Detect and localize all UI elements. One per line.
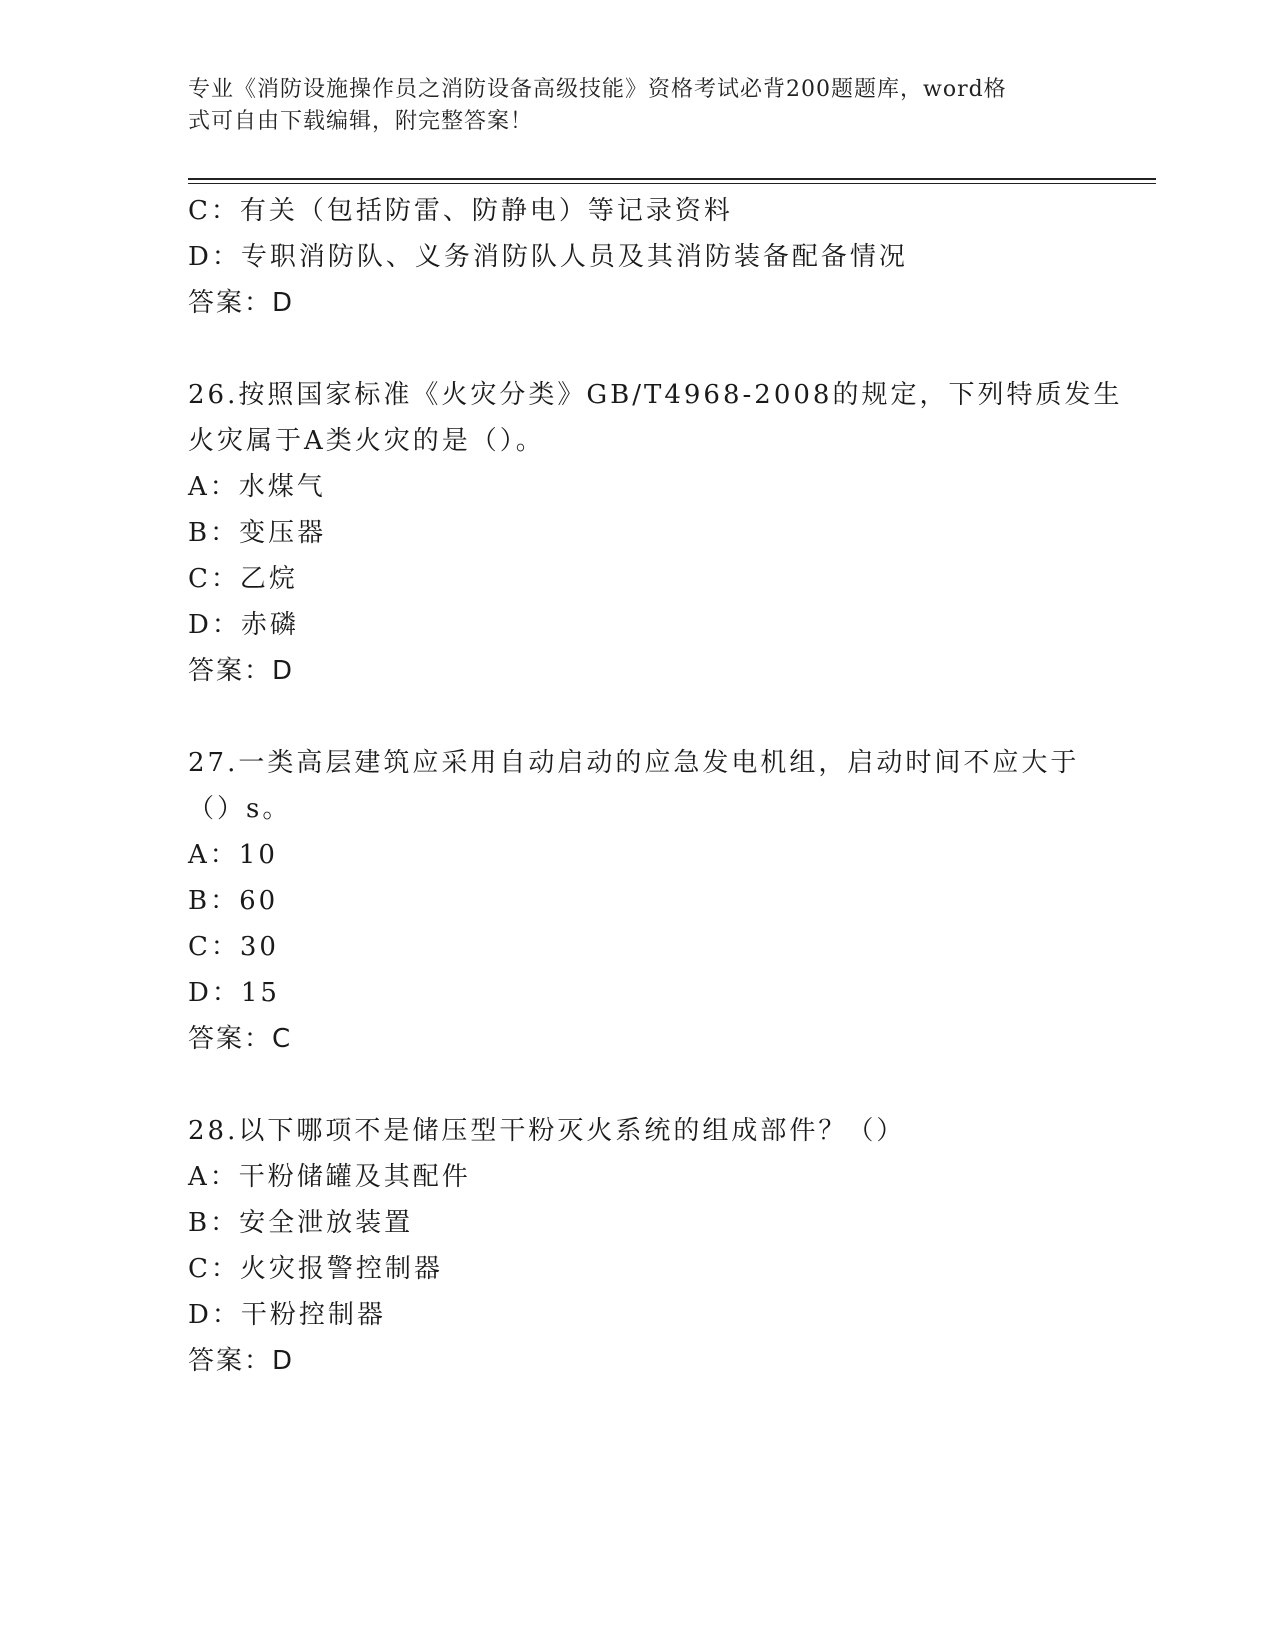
spacer — [188, 1062, 1088, 1108]
option-d: D：赤磷 — [188, 610, 299, 640]
option-b: B：60 — [188, 886, 279, 916]
option-c: C：有关（包括防雷、防静电）等记录资料 — [188, 196, 733, 226]
answer-line: 答案：D — [188, 288, 295, 318]
question-stem-line-1: 26.按照国家标准《火灾分类》GB/T4968-2008的规定，下列特质发生 — [188, 380, 1123, 410]
header-line-1: 专业《消防设施操作员之消防设备高级技能》资格考试必背200题题库，word格 — [188, 77, 1007, 102]
question-28 — [188, 1108, 1088, 1384]
question-stem-line-1: 28.以下哪项不是储压型干粉灭火系统的组成部件？（） — [188, 1116, 906, 1146]
header-line-2: 式可自由下载编辑，附完整答案！ — [188, 109, 534, 134]
answer-line: 答案：D — [188, 1346, 295, 1376]
prev-question-continuation — [188, 188, 1088, 326]
option-a: A：10 — [188, 840, 278, 870]
question-stem-line-2: 火灾属于A类火灾的是（）。 — [188, 426, 545, 456]
document-body — [188, 188, 1123, 1384]
spacer — [188, 694, 1088, 740]
option-d: D：15 — [188, 978, 280, 1008]
header-rule-thick — [188, 178, 1156, 180]
option-b: B：安全泄放装置 — [188, 1208, 414, 1238]
option-a: A：干粉储罐及其配件 — [188, 1162, 471, 1192]
header-rule-thin — [188, 183, 1156, 184]
answer-line: 答案：C — [188, 1024, 293, 1054]
question-stem-line-1: 27.一类高层建筑应采用自动启动的应急发电机组，启动时间不应大于 — [188, 748, 1080, 778]
option-d: D：干粉控制器 — [188, 1300, 386, 1330]
option-a: A：水煤气 — [188, 472, 326, 502]
document-header — [188, 74, 1068, 138]
option-c: C：30 — [188, 932, 279, 962]
option-c: C：火灾报警控制器 — [188, 1254, 443, 1284]
option-d: D：专职消防队、义务消防队人员及其消防装备配备情况 — [188, 242, 908, 272]
option-b: B：变压器 — [188, 518, 327, 548]
option-c: C：乙烷 — [188, 564, 298, 594]
spacer — [188, 326, 1088, 372]
question-stem-line-2: （）s。 — [188, 794, 292, 824]
question-26 — [188, 372, 1123, 694]
question-27 — [188, 740, 1088, 1062]
answer-line: 答案：D — [188, 656, 295, 686]
